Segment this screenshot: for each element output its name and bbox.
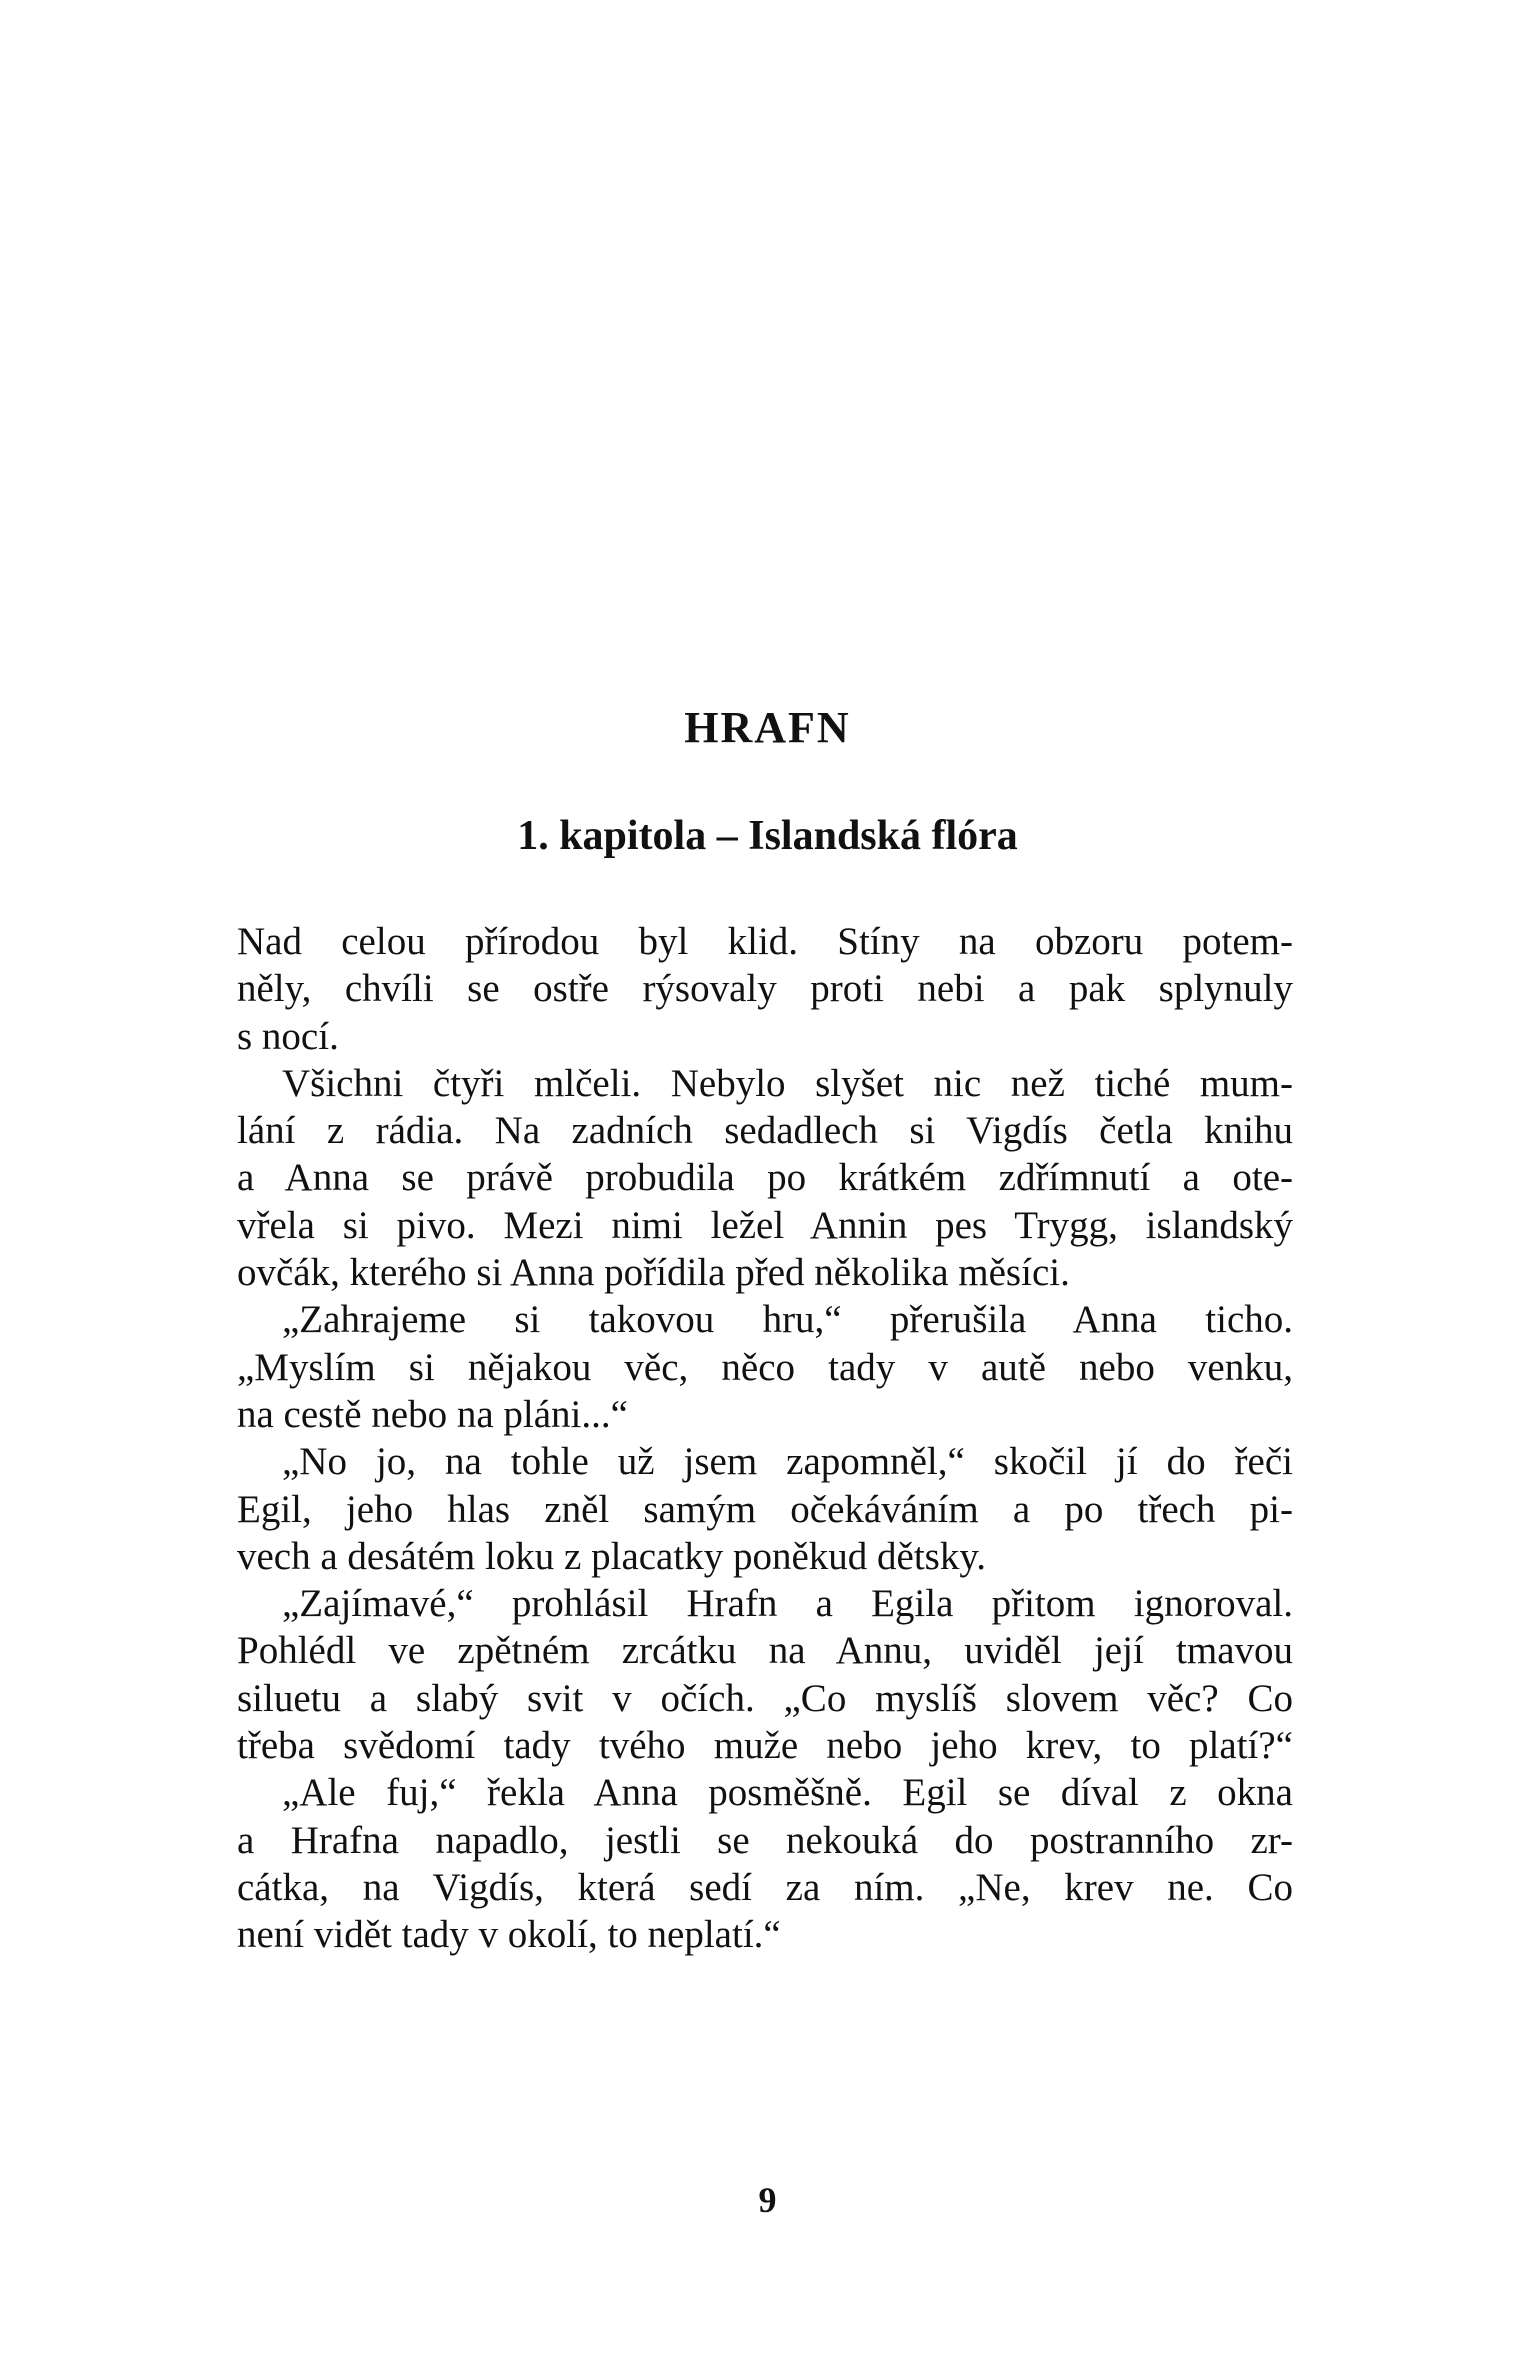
- paragraph: [237, 1296, 1293, 1438]
- part-title: HRAFN: [684, 703, 851, 752]
- paragraph: [237, 1438, 1293, 1580]
- body-text: [237, 918, 1293, 1959]
- text-line: Všichni čtyři mlčeli. Nebylo slyšet nic než tiché mum-: [282, 1061, 1293, 1105]
- text-line: a Hrafna napadlo, jestli se nekouká do postranního zr-: [237, 1818, 1293, 1862]
- text-line: s nocí.: [237, 1014, 339, 1058]
- text-line: cátka, na Vigdís, která sedí za ním. „Ne, krev ne. Co: [237, 1865, 1293, 1909]
- text-line: na cestě nebo na pláni...“: [237, 1392, 628, 1436]
- text-line: „Myslím si nějakou věc, něco tady v autě nebo venku,: [237, 1345, 1293, 1389]
- text-line: něly, chvíli se ostře rýsovaly proti nebi a pak splynuly: [237, 967, 1293, 1011]
- text-line: vech a desátém loku z placatky poněkud dětsky.: [237, 1534, 987, 1578]
- paragraph: [237, 918, 1293, 1060]
- chapter-title: 1. kapitola – Islandská flóra: [517, 813, 1018, 859]
- text-line: není vidět tady v okolí, to neplatí.“: [237, 1913, 781, 1957]
- text-line: Egil, jeho hlas zněl samým očekáváním a po třech pi-: [237, 1487, 1293, 1531]
- paragraph: [237, 1769, 1293, 1958]
- text-line: „No jo, na tohle už jsem zapomněl,“ skočil jí do řeči: [282, 1440, 1293, 1484]
- text-line: a Anna se právě probudila po krátkém zdřímnutí a ote-: [237, 1156, 1293, 1200]
- text-line: lání z rádia. Na zadních sedadlech si Vigdís četla knihu: [237, 1109, 1293, 1153]
- text-line: siluetu a slabý svit v očích. „Co myslíš slovem věc? Co: [237, 1676, 1293, 1720]
- text-line: „Ale fuj,“ řekla Anna posměšně. Egil se díval z okna: [282, 1771, 1293, 1815]
- paragraph: [237, 1060, 1293, 1296]
- text-line: ovčák, kterého si Anna pořídila před několika měsíci.: [237, 1251, 1070, 1295]
- text-line: Pohlédl ve zpětném zrcátku na Annu, uviděl její tmavou: [237, 1629, 1293, 1673]
- text-line: vřela si pivo. Mezi nimi ležel Annin pes Trygg, islandský: [237, 1203, 1293, 1247]
- text-line: „Zajímavé,“ prohlásil Hrafn a Egila přitom ignoroval.: [282, 1582, 1293, 1626]
- text-line: Nad celou přírodou byl klid. Stíny na obzoru potem-: [237, 920, 1293, 963]
- page-number: 9: [758, 2180, 777, 2220]
- paragraph: [237, 1580, 1293, 1769]
- text-line: „Zahrajeme si takovou hru,“ přerušila Anna ticho.: [282, 1298, 1293, 1342]
- text-line: třeba svědomí tady tvého muže nebo jeho krev, to platí?“: [237, 1724, 1293, 1768]
